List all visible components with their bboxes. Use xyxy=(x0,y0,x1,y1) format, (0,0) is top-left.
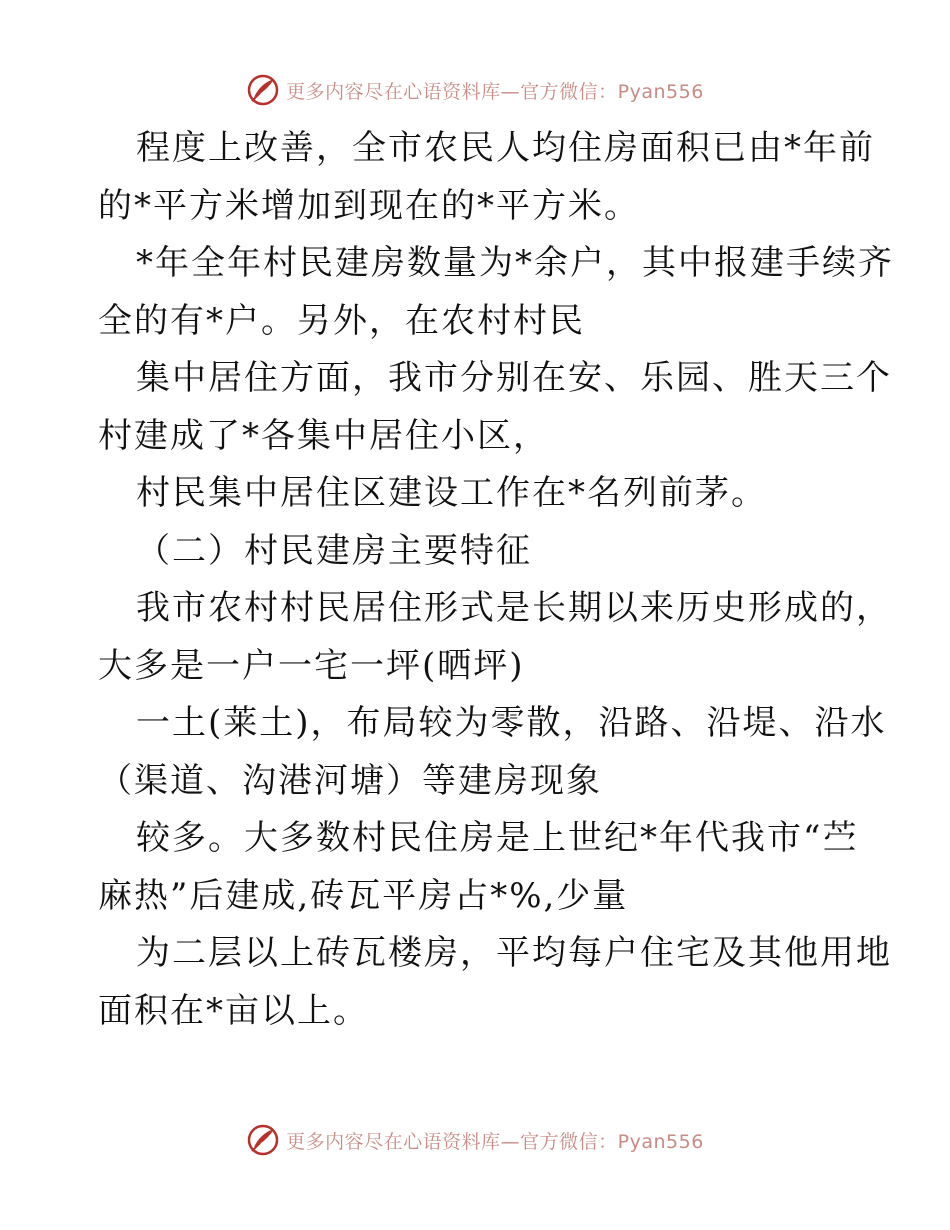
body-line: 村民集中居住区建设工作在*名列前茅。 xyxy=(136,473,767,513)
body-line: 为二层以上砖瓦楼房，平均每户住宅及其他用地 xyxy=(136,933,892,973)
body-line: 村建成了*各集中居住小区， xyxy=(98,415,549,456)
watermark-text: 更多内容尽在心语资料库—官方微信：Pyan556 xyxy=(286,80,704,103)
body-line: （渠道、沟港河塘）等建房现象 xyxy=(98,760,602,801)
body-line: 麻热”后建成,砖瓦平房占*%,少量 xyxy=(98,875,629,916)
footer-watermark-banner xyxy=(0,1122,950,1158)
body-line: 全的有*户。另外，在农村村民 xyxy=(98,300,585,341)
body-line: 较多。大多数村民住房是上世纪*年代我市“苎 xyxy=(136,818,859,858)
body-line: 程度上改善，全市农民人均住房面积已由*年前 xyxy=(136,128,875,168)
body-line: 的*平方米增加到现在的*平方米。 xyxy=(98,185,640,226)
section-heading: （二）村民建房主要特征 xyxy=(136,530,532,571)
header-watermark-banner xyxy=(0,72,950,108)
body-line: *年全年村民建房数量为*余户，其中报建手续齐 xyxy=(136,243,894,283)
body-line: 我市农村村民居住形式是长期以来历史形成的， xyxy=(136,588,892,628)
watermark-text: 更多内容尽在心语资料库—官方微信：Pyan556 xyxy=(286,1130,704,1153)
document-body xyxy=(98,120,894,1040)
feather-pen-logo-icon xyxy=(246,73,280,107)
body-line: 一土(莱土)，布局较为零散，沿路、沿堤、沿水 xyxy=(136,703,887,743)
body-line: 集中居住方面，我市分别在安、乐园、胜天三个 xyxy=(136,358,892,398)
body-line: 面积在*亩以上。 xyxy=(98,990,369,1031)
body-line: 大多是一户一宅一坪(晒坪) xyxy=(98,645,525,686)
feather-pen-logo-icon xyxy=(246,1123,280,1157)
